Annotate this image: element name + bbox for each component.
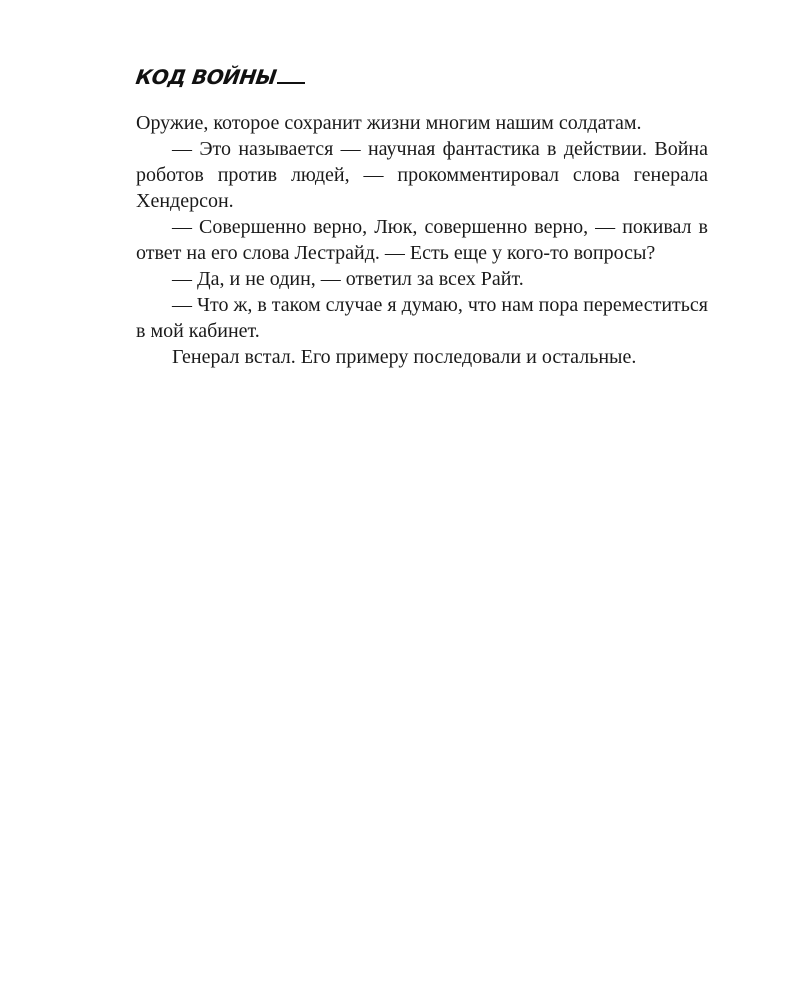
paragraph: — Совершенно верно, Люк, совершенно верно, — покивал в ответ на его слова Лестрайд. — Есть еще у кого-то вопросы?: [136, 216, 708, 264]
paragraph: Оружие, которое сохранит жизни многим нашим солдатам.: [136, 112, 642, 134]
running-head-rule: [277, 82, 305, 84]
paragraph: — Это называется — научная фантастика в действии. Война роботов против людей, — прокомментировал слова генерала Хендерсон.: [136, 138, 708, 212]
body-text: [136, 110, 708, 370]
running-title: КОД ВОЙНЫ: [134, 65, 278, 89]
running-head: [136, 64, 708, 90]
paragraph: Генерал встал. Его примеру последовали и остальные.: [172, 346, 637, 368]
book-page: [136, 64, 708, 370]
paragraph: — Да, и не один, — ответил за всех Райт.: [172, 268, 524, 290]
paragraph: — Что ж, в таком случае я думаю, что нам пора переместиться в мой кабинет.: [136, 294, 708, 342]
